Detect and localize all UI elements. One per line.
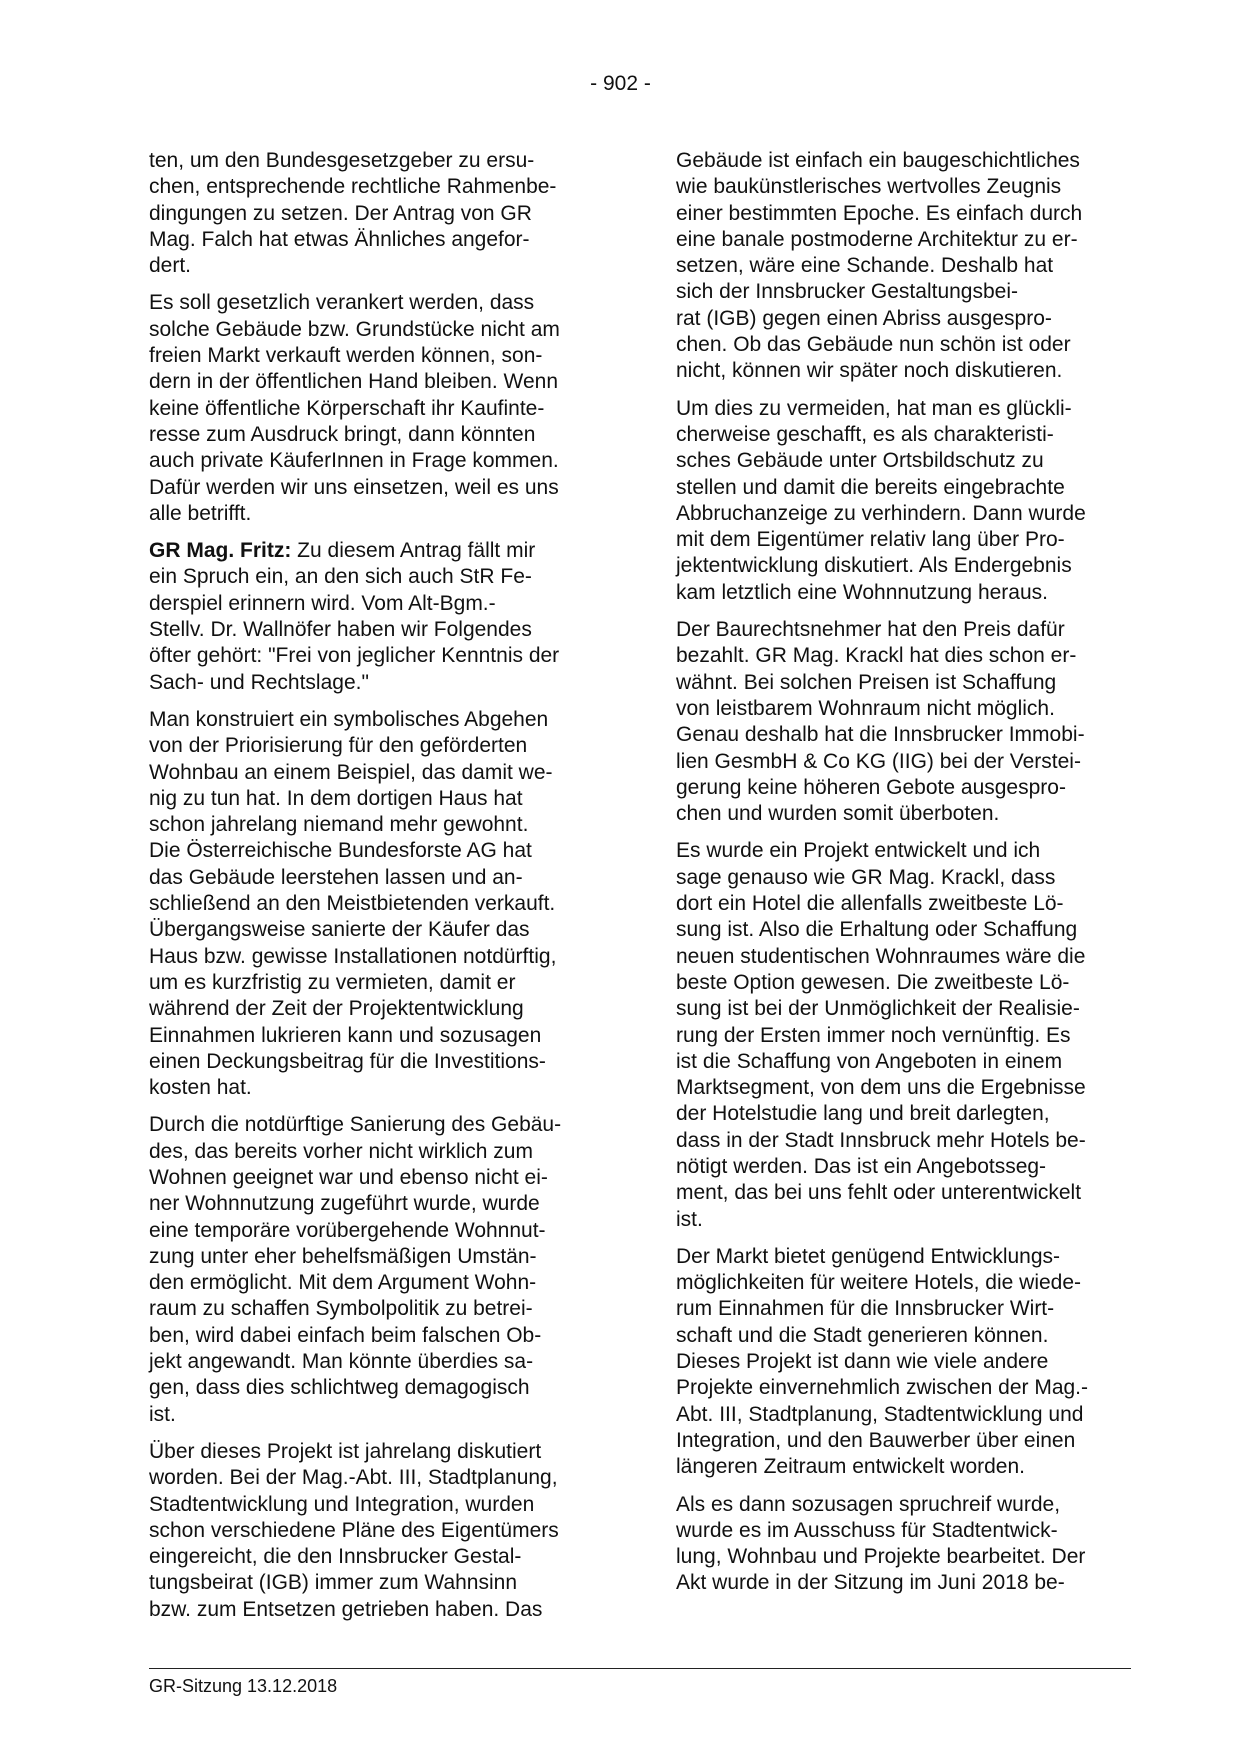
right-column <box>676 148 1128 1608</box>
paragraph <box>149 707 601 1101</box>
paragraph <box>149 1439 601 1623</box>
text-line: rat (IGB) gegen einen Abriss ausgespro- <box>676 306 1052 330</box>
text-line: eine temporäre vorübergehende Wohnnut- <box>149 1218 546 1242</box>
text-line: des, das bereits vorher nicht wirklich zum <box>149 1139 533 1163</box>
paragraph <box>149 148 601 279</box>
text-line: gen, dass dies schlichtweg demagogisch <box>149 1376 530 1400</box>
text-line: Akt wurde in der Sitzung im Juni 2018 be- <box>676 1571 1065 1595</box>
text-line: Mag. Falch hat etwas Ähnliches angefor- <box>149 227 530 251</box>
text-line: alle betrifft. <box>149 501 252 525</box>
text-line: ist die Schaffung von Angeboten in einem <box>676 1049 1063 1073</box>
text-line: dort ein Hotel die allenfalls zweitbeste Lö- <box>676 892 1064 916</box>
text-line: Projekte einvernehmlich zwischen der Mag.- <box>676 1376 1089 1400</box>
text-line: das Gebäude leerstehen lassen und an- <box>149 865 523 889</box>
text-line: Sach- und Rechtslage." <box>149 670 369 694</box>
line-text: Zu diesem Antrag fällt mir <box>297 539 536 563</box>
text-line: wähnt. Bei solchen Preisen ist Schaffung <box>676 670 1057 694</box>
text-line: wurde es im Ausschuss für Stadtentwick- <box>676 1518 1058 1542</box>
text-line: derspiel erinnern wird. Vom Alt-Bgm.- <box>149 591 496 615</box>
text-line: Stadtentwicklung und Integration, wurden <box>149 1492 535 1516</box>
text-line: Wohnbau an einem Beispiel, das damit we- <box>149 760 553 784</box>
text-line: sches Gebäude unter Ortsbildschutz zu <box>676 449 1044 473</box>
text-line: Dafür werden wir uns einsetzen, weil es uns <box>149 475 559 499</box>
text-line: ben, wird dabei einfach beim falschen Ob- <box>149 1323 542 1347</box>
text-line: solche Gebäude bzw. Grundstücke nicht am <box>149 317 560 341</box>
paragraph <box>676 1492 1128 1597</box>
text-line: Der Markt bietet genügend Entwicklungs- <box>676 1244 1061 1268</box>
text-line: bezahlt. GR Mag. Krackl hat dies schon er- <box>676 644 1077 668</box>
paragraph <box>149 290 601 527</box>
text-line: ist. <box>149 1402 176 1426</box>
text-line: jekt angewandt. Man könnte überdies sa- <box>149 1350 534 1374</box>
text-line: gerung keine höheren Gebote ausgespro- <box>676 775 1066 799</box>
text-line: chen. Ob das Gebäude nun schön ist oder <box>676 333 1071 357</box>
text-line: den ermöglicht. Mit dem Argument Wohn- <box>149 1271 537 1295</box>
text-line: Der Baurechtsnehmer hat den Preis dafür <box>676 618 1065 642</box>
text-line: Dieses Projekt ist dann wie viele andere <box>676 1350 1049 1374</box>
text-line: Abt. III, Stadtplanung, Stadtentwicklung und <box>676 1402 1084 1426</box>
text-line: chen, entsprechende rechtliche Rahmenbe- <box>149 175 557 199</box>
text-line: kosten hat. <box>149 1076 252 1100</box>
text-line: von der Priorisierung für den geförderten <box>149 734 528 758</box>
text-line: dern in der öffentlichen Hand bleiben. Wenn <box>149 370 559 394</box>
text-line: Über dieses Projekt ist jahrelang diskutiert <box>149 1439 542 1463</box>
text-line: Die Österreichische Bundesforste AG hat <box>149 839 532 863</box>
text-line: der Hotelstudie lang und breit darlegten, <box>676 1102 1050 1126</box>
text-line: worden. Bei der Mag.-Abt. III, Stadtplanung, <box>149 1466 558 1490</box>
paragraph <box>676 396 1128 606</box>
text-line: Als es dann sozusagen spruchreif wurde, <box>676 1492 1061 1516</box>
text-line: zung unter eher behelfsmäßigen Umstän- <box>149 1244 537 1268</box>
text-line: Haus bzw. gewisse Installationen notdürftig, <box>149 944 557 968</box>
text-line: während der Zeit der Projektentwicklung <box>149 997 524 1021</box>
text-line: öfter gehört: "Frei von jeglicher Kenntnis der <box>149 644 560 668</box>
text-line: keine öffentliche Körperschaft ihr Kaufinte- <box>149 396 545 420</box>
text-line: dingungen zu setzen. Der Antrag von GR <box>149 201 532 225</box>
text-line: Abbruchanzeige zu verhindern. Dann wurde <box>676 501 1086 525</box>
text-line: ein Spruch ein, an den sich auch StR Fe- <box>149 565 532 589</box>
text-line: dass in der Stadt Innsbruck mehr Hotels be- <box>676 1128 1086 1152</box>
text-line: beste Option gewesen. Die zweitbeste Lö- <box>676 970 1070 994</box>
text-line: Wohnen geeignet war und ebenso nicht ei- <box>149 1165 548 1189</box>
text-line: von leistbarem Wohnraum nicht möglich. <box>676 696 1055 720</box>
text-line: eine banale postmoderne Architektur zu er- <box>676 227 1078 251</box>
text-line: kam letztlich eine Wohnnutzung heraus. <box>676 580 1048 604</box>
text-line: um es kurzfristig zu vermieten, damit er <box>149 970 516 994</box>
text-line: schaft und die Stadt generieren können. <box>676 1323 1049 1347</box>
text-line: Übergangsweise sanierte der Käufer das <box>149 918 530 942</box>
footer-session-date: GR-Sitzung 13.12.2018 <box>149 1676 338 1696</box>
speaker-name: GR Mag. Fritz: <box>149 539 292 563</box>
text-line: Durch die notdürftige Sanierung des Gebäu- <box>149 1113 562 1137</box>
paragraph <box>676 617 1128 827</box>
text-line: jektentwicklung diskutiert. Als Endergebnis <box>676 554 1072 578</box>
text-line: raum zu schaffen Symbolpolitik zu betrei- <box>149 1297 533 1321</box>
text-line: schon verschiedene Pläne des Eigentümers <box>149 1518 559 1542</box>
text-line: Genau deshalb hat die Innsbrucker Immobi- <box>676 723 1085 747</box>
page-number: - 902 - <box>590 72 651 95</box>
paragraph <box>676 148 1128 385</box>
text-line: Integration, und den Bauwerber über einen <box>676 1428 1076 1452</box>
text-line: mit dem Eigentümer relativ lang über Pro- <box>676 528 1065 552</box>
text-line: sich der Innsbrucker Gestaltungsbei- <box>676 280 1018 304</box>
text-line: dert. <box>149 254 192 278</box>
text-line: sung ist. Also die Erhaltung oder Schaffung <box>676 918 1078 942</box>
text-line: bzw. zum Entsetzen getrieben haben. Das <box>149 1597 543 1621</box>
text-line: möglichkeiten für weitere Hotels, die wiede- <box>676 1271 1082 1295</box>
text-line: setzen, wäre eine Schande. Deshalb hat <box>676 254 1054 278</box>
left-column <box>149 148 601 1634</box>
footer-divider <box>149 1668 1131 1669</box>
text-line: Um dies zu vermeiden, hat man es glückli- <box>676 396 1072 420</box>
text-line: chen und wurden somit überboten. <box>676 802 1000 826</box>
text-line: sage genauso wie GR Mag. Krackl, dass <box>676 865 1056 889</box>
text-line: Stellv. Dr. Wallnöfer haben wir Folgendes <box>149 618 532 642</box>
text-line: Marktsegment, von dem uns die Ergebnisse <box>676 1076 1086 1100</box>
paragraph <box>149 538 601 696</box>
text-line: einer bestimmten Epoche. Es einfach durch <box>676 201 1083 225</box>
text-line: stellen und damit die bereits eingebrachte <box>676 475 1065 499</box>
text-line: Gebäude ist einfach ein baugeschichtliches <box>676 149 1080 172</box>
text-line: schon jahrelang niemand mehr gewohnt. <box>149 813 529 837</box>
text-line: schließend an den Meistbietenden verkauft. <box>149 892 556 916</box>
text-line: lung, Wohnbau und Projekte bearbeitet. Der <box>676 1545 1086 1569</box>
text-line: ner Wohnnutzung zugeführt wurde, wurde <box>149 1192 540 1216</box>
text-line: wie baukünstlerisches wertvolles Zeugnis <box>676 175 1062 199</box>
text-line: längeren Zeitraum entwickelt worden. <box>676 1455 1026 1479</box>
text-line: rung der Ersten immer noch vernünftig. Es <box>676 1023 1071 1047</box>
text-line: ist. <box>676 1207 703 1231</box>
text-line: lien GesmbH & Co KG (IIG) bei der Verstei- <box>676 749 1081 773</box>
text-line: freien Markt verkauft werden können, son- <box>149 344 543 368</box>
text-line: tungsbeirat (IGB) immer zum Wahnsinn <box>149 1571 518 1595</box>
text-line: einen Deckungsbeitrag für die Investitions- <box>149 1049 546 1073</box>
text-line: Es wurde ein Projekt entwickelt und ich <box>676 839 1041 863</box>
text-line: ment, das bei uns fehlt oder unterentwickelt <box>676 1181 1082 1205</box>
text-line: nötigt werden. Das ist ein Angebotsseg- <box>676 1154 1047 1178</box>
text-line: auch private KäuferInnen in Frage kommen. <box>149 449 559 473</box>
paragraph <box>676 838 1128 1232</box>
text-line: nig zu tun hat. In dem dortigen Haus hat <box>149 786 523 810</box>
text-line: Einnahmen lukrieren kann und sozusagen <box>149 1023 542 1047</box>
text-line: neuen studentischen Wohnraumes wäre die <box>676 944 1086 968</box>
paragraph <box>676 1244 1128 1481</box>
text-line: ten, um den Bundesgesetzgeber zu ersu- <box>149 149 535 172</box>
text-line: cherweise geschafft, es als charakteristi- <box>676 422 1054 446</box>
text-line <box>149 538 601 564</box>
text-line: eingereicht, die den Innsbrucker Gestal- <box>149 1545 522 1569</box>
text-line: rum Einnahmen für die Innsbrucker Wirt- <box>676 1297 1055 1321</box>
text-line: sung ist bei der Unmöglichkeit der Realisie- <box>676 997 1080 1021</box>
text-line: nicht, können wir später noch diskutieren. <box>676 359 1063 383</box>
text-line: Es soll gesetzlich verankert werden, dass <box>149 291 535 315</box>
paragraph <box>149 1112 601 1428</box>
text-line: resse zum Ausdruck bringt, dann könnten <box>149 422 536 446</box>
text-line: Man konstruiert ein symbolisches Abgehen <box>149 707 549 731</box>
